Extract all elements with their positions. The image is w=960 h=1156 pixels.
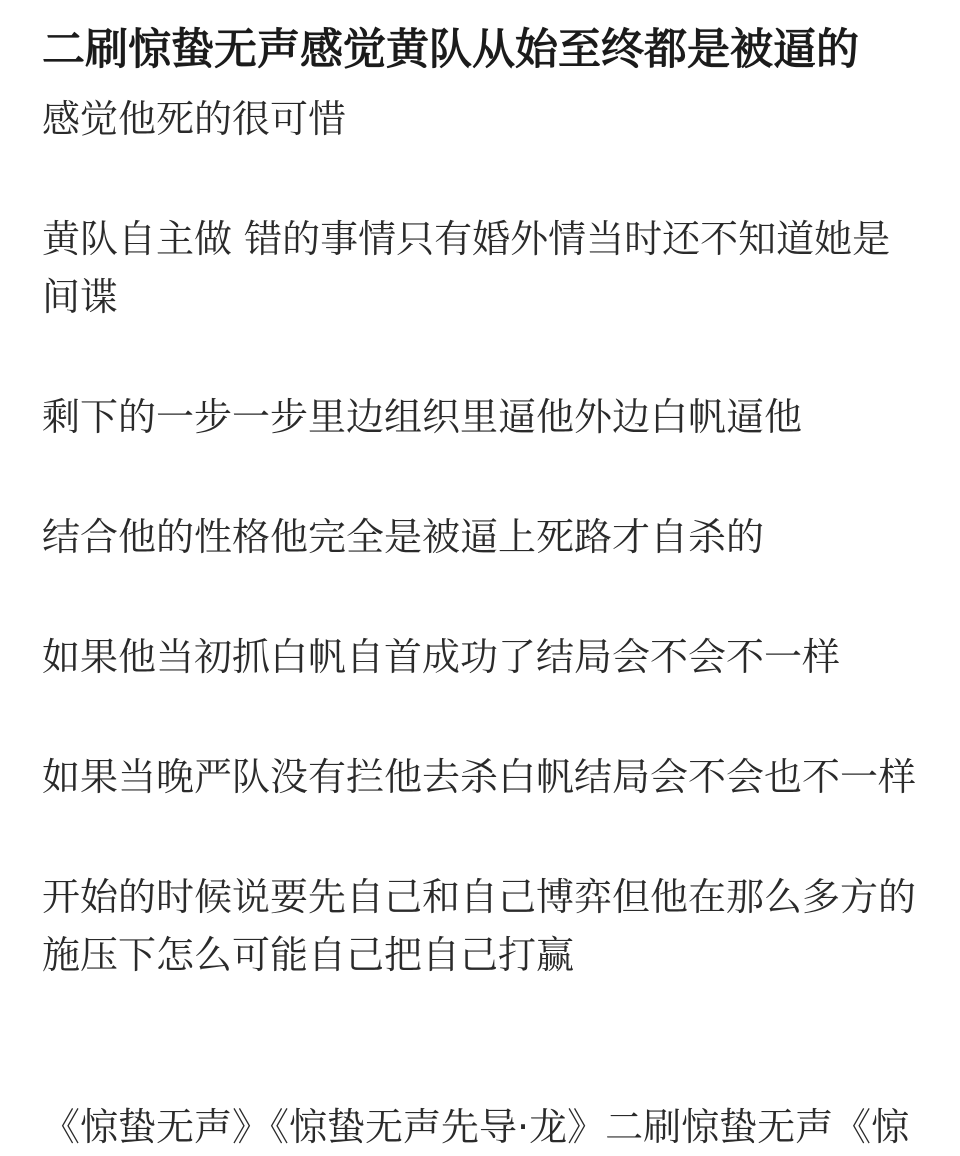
post-paragraph: 如果他当初抓白帆自首成功了结局会不会不一样 <box>42 635 841 679</box>
post-paragraph: 如果当晚严队没有拦他去杀白帆结局会不会也不一样 <box>42 755 917 799</box>
post-body <box>42 0 922 984</box>
post-paragraph: 剩下的一步一步里边组织里逼他外边白帆逼他 <box>42 395 803 439</box>
post-paragraph: 感觉他死的很可惜 <box>42 97 347 141</box>
topic-tags-text: 《惊蛰无声》《惊蛰无声先导·龙》二刷惊蛰无声《惊 <box>42 1105 910 1149</box>
topic-tags-line[interactable] <box>42 1098 909 1156</box>
post-paragraph: 黄队自主做 错的事情只有婚外情当时还不知道她是间谍 <box>42 217 891 319</box>
post-title: 二刷惊蛰无声感觉黄队从始至终都是被逼的 <box>42 25 859 75</box>
post-paragraph: 开始的时候说要先自己和自己博弈但他在那么多方的施压下怎么可能自己把自己打赢 <box>42 875 917 977</box>
post-paragraph: 结合他的性格他完全是被逼上死路才自杀的 <box>42 515 765 559</box>
